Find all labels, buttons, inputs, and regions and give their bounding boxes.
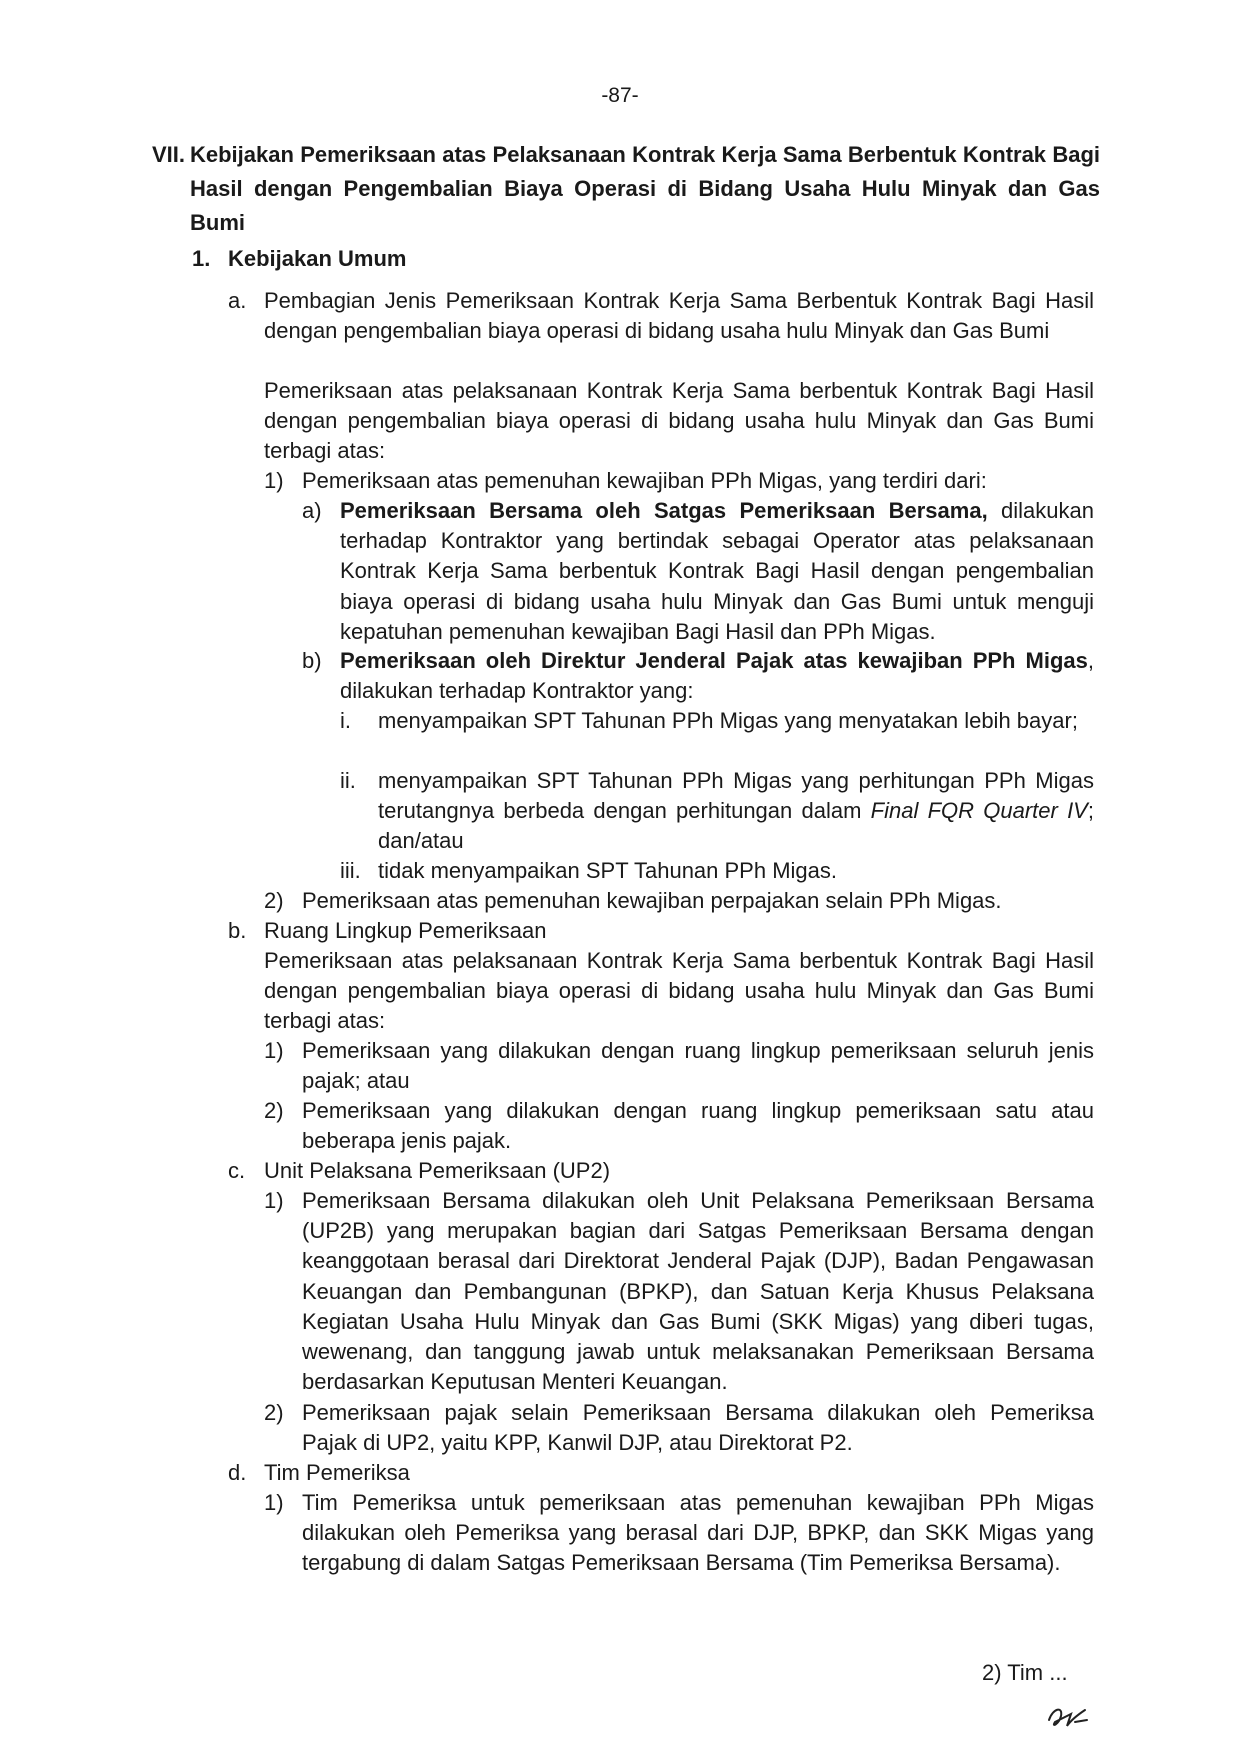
item-a1a-rest: dilakukan terhadap Kontraktor yang bertindak sebagai Operator atas pelaksanaan Kontrak Kerja Sama berbentuk Kontrak Bagi Hasil dengan pengembalian biaya operasi di bidang usaha hulu Minyak dan Gas Bumi untuk menguji kepatuhan pemenuhan kewajiban Bagi Hasil dan PPh Migas. (340, 498, 1094, 644)
item-a1b-rest: , dilakukan terhadap Kontraktor yang: (340, 648, 1094, 704)
continuation-marker: 2) Tim ... (982, 1660, 1068, 1685)
heading-text: Kebijakan Pemeriksaan atas Pelaksanaan Kontrak Kerja Sama Berbentuk Kontrak Bagi Hasil dengan Pengembalian Biaya Operasi di Bidang Usaha Hulu Minyak dan Gas Bumi (190, 142, 1100, 235)
item-b-title: Ruang Lingkup Pemeriksaan (264, 918, 547, 943)
item-a1-marker: 1) (264, 468, 284, 493)
item-d1-marker: 1) (264, 1490, 284, 1515)
subsection-title-text: Kebijakan Umum (228, 246, 407, 271)
subsection-title (192, 246, 407, 272)
item-c2-marker: 2) (264, 1400, 284, 1425)
roman-1-text: menyampaikan SPT Tahunan PPh Migas yang menyatakan lebih bayar; (378, 708, 1078, 733)
roman-2-paragraph (378, 766, 1094, 857)
item-c1-marker: 1) (264, 1188, 284, 1213)
roman-2-text: menyampaikan SPT Tahunan PPh Migas yang perhitungan PPh Migas terutangnya berbeda dengan perhitungan dalam (378, 768, 1094, 824)
item-a1b-bold: Pemeriksaan oleh Direktur Jenderal Pajak atas kewajiban PPh Migas (340, 648, 1088, 673)
subsection-number: 1. (192, 246, 211, 271)
item-c-title: Unit Pelaksana Pemeriksaan (UP2) (264, 1158, 611, 1183)
item-b2-text: Pemeriksaan yang dilakukan dengan ruang lingkup pemeriksaan satu atau beberapa jenis pajak. (302, 1098, 1094, 1154)
item-b-intro: Pemeriksaan atas pelaksanaan Kontrak Kerja Sama berbentuk Kontrak Bagi Hasil dengan pengembalian biaya operasi di bidang usaha hulu Minyak dan Gas Bumi terbagi atas: (264, 948, 1094, 1034)
item-a1-text: Pemeriksaan atas pemenuhan kewajiban PPh Migas, yang terdiri dari: (302, 468, 987, 493)
roman-3-text: tidak menyampaikan SPT Tahunan PPh Migas. (378, 858, 838, 883)
roman-3-marker: iii. (340, 858, 361, 883)
initials-signature (1045, 1700, 1091, 1734)
item-a1b-marker: b) (302, 648, 322, 673)
item-a1a-paragraph (340, 496, 1094, 647)
item-a1b-paragraph (340, 646, 1094, 706)
item-a2-marker: 2) (264, 888, 284, 913)
item-a1a-marker: a) (302, 498, 322, 523)
item-a1a-bold: Pemeriksaan Bersama oleh Satgas Pemeriksaan Bersama, (340, 498, 988, 523)
item-c2-text: Pemeriksaan pajak selain Pemeriksaan Bersama dilakukan oleh Pemeriksa Pajak di UP2, yaitu KPP, Kanwil DJP, atau Direktorat P2. (302, 1400, 1094, 1456)
item-c-marker: c. (228, 1158, 246, 1183)
item-a-title: Pembagian Jenis Pemeriksaan Kontrak Kerja Sama Berbentuk Kontrak Bagi Hasil dengan pengembalian biaya operasi di bidang usaha hulu Minyak dan Gas Bumi (264, 288, 1094, 344)
roman-2-text-end: ; dan/atau (378, 798, 1094, 854)
item-b1-marker: 1) (264, 1038, 284, 1063)
item-d-title: Tim Pemeriksa (264, 1460, 410, 1485)
section-heading (152, 138, 1100, 240)
item-b2-marker: 2) (264, 1098, 284, 1123)
item-b-marker: b. (228, 918, 247, 943)
item-a2-text: Pemeriksaan atas pemenuhan kewajiban perpajakan selain PPh Migas. (302, 888, 1002, 913)
heading-number: VII. (152, 142, 186, 167)
page-number: -87- (601, 84, 639, 107)
item-b1-text: Pemeriksaan yang dilakukan dengan ruang lingkup pemeriksaan seluruh jenis pajak; atau (302, 1038, 1094, 1094)
roman-1-marker: i. (340, 708, 351, 733)
roman-2-italic: Final FQR Quarter IV (870, 798, 1088, 824)
item-c1-text: Pemeriksaan Bersama dilakukan oleh Unit Pelaksana Pemeriksaan Bersama (UP2B) yang merupakan bagian dari Satgas Pemeriksaan Bersama dengan keanggotaan berasal dari Direktorat Jenderal Pajak (DJP), Badan Pengawasan Keuangan dan Pembangunan (BPKP), dan Satuan Kerja Khusus Pelaksana Kegiatan Usaha Hulu Minyak dan Gas Bumi (SKK Migas) yang diberi tugas, wewenang, dan tanggung jawab untuk melaksanakan Pemeriksaan Bersama berdasarkan Keputusan Menteri Keuangan. (302, 1188, 1094, 1395)
item-a-intro: Pemeriksaan atas pelaksanaan Kontrak Kerja Sama berbentuk Kontrak Bagi Hasil dengan pengembalian biaya operasi di bidang usaha hulu Minyak dan Gas Bumi terbagi atas: (264, 378, 1094, 464)
item-d1-text: Tim Pemeriksa untuk pemeriksaan atas pemenuhan kewajiban PPh Migas dilakukan oleh Pemeriksa yang berasal dari DJP, BPKP, dan SKK Migas yang tergabung di dalam Satgas Pemeriksaan Bersama (Tim Pemeriksa Bersama). (302, 1490, 1094, 1576)
roman-2-marker: ii. (340, 768, 356, 793)
item-d-marker: d. (228, 1460, 247, 1485)
item-a-marker: a. (228, 288, 247, 313)
